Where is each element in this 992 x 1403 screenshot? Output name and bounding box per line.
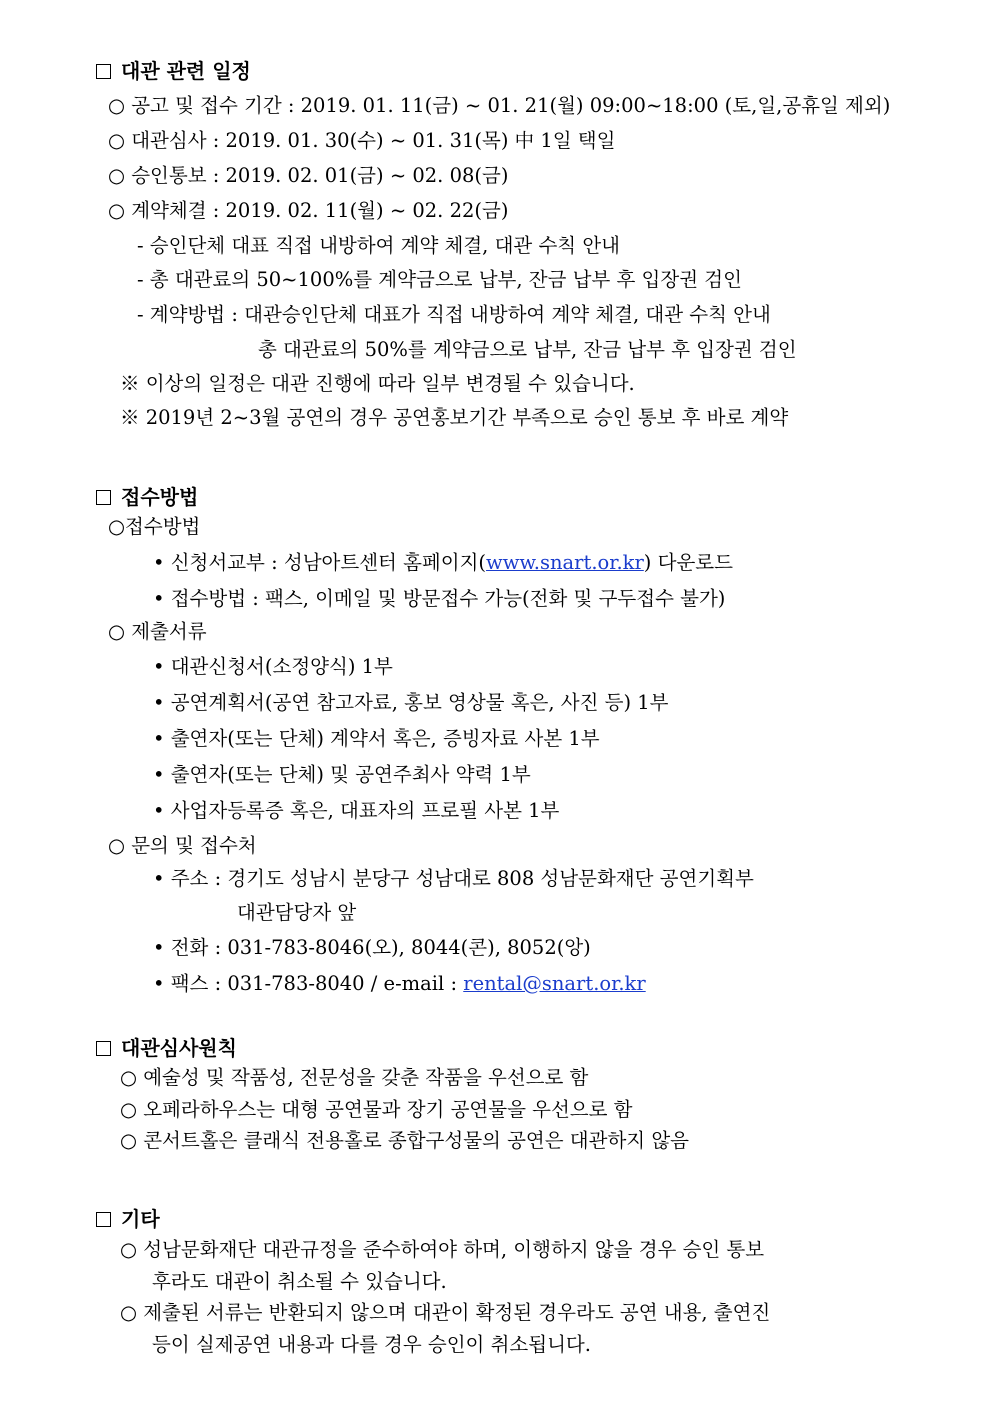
email-link[interactable]: rental@snart.or.kr — [463, 972, 646, 995]
method-item: • 접수방법 : 팩스, 이메일 및 방문접수 가능(전화 및 구두접수 불가) — [153, 587, 726, 610]
schedule-item-review: ○ 대관심사 : 2019. 01. 30(수) ~ 01. 31(목) 中 1일 택일 — [108, 129, 616, 152]
schedule-item-announcement: ○ 공고 및 접수 기간 : 2019. 01. 11(금) ~ 01. 21(월) 09:00~18:00 (토,일,공휴일 제외) — [108, 94, 891, 117]
homepage-item: • 신청서교부 : 성남아트센터 홈페이지(www.snart.or.kr) 다운로드 — [153, 551, 733, 574]
schedule-item-approval: ○ 승인통보 : 2019. 02. 01(금) ~ 02. 08(금) — [108, 164, 509, 187]
checkbox-square-icon — [96, 490, 111, 505]
document-item: • 공연계획서(공연 참고자료, 홍보 영상물 혹은, 사진 등) 1부 — [153, 691, 669, 714]
contact-phone: • 전화 : 031-783-8046(오), 8044(콘), 8052(앙) — [153, 936, 591, 959]
document-item: • 출연자(또는 단체) 및 공연주최사 약력 1부 — [153, 763, 531, 786]
document-item: • 출연자(또는 단체) 계약서 혹은, 증빙자료 사본 1부 — [153, 727, 600, 750]
section-heading-review-principles: 대관심사원칙 — [96, 1035, 237, 1061]
contract-sub-item: - 승인단체 대표 직접 내방하여 계약 체결, 대관 수칙 안내 — [137, 234, 620, 257]
homepage-link[interactable]: www.snart.or.kr — [486, 551, 644, 574]
schedule-item-contract: ○ 계약체결 : 2019. 02. 11(월) ~ 02. 22(금) — [108, 199, 509, 222]
principle-item: ○ 예술성 및 작품성, 전문성을 갖춘 작품을 우선으로 함 — [120, 1066, 589, 1089]
document-item: • 대관신청서(소정양식) 1부 — [153, 655, 393, 678]
section-heading-schedule: 대관 관련 일정 — [96, 58, 251, 84]
documents-title: ○ 제출서류 — [108, 620, 207, 643]
other-item-continuation: 등이 실제공연 내용과 다를 경우 승인이 취소됩니다. — [152, 1333, 591, 1356]
contact-address-continuation: 대관담당자 앞 — [237, 901, 357, 924]
schedule-note: ※ 이상의 일정은 대관 진행에 따라 일부 변경될 수 있습니다. — [120, 372, 635, 395]
section-heading-application-method: 접수방법 — [96, 484, 198, 510]
other-item-continuation: 후라도 대관이 취소될 수 있습니다. — [152, 1270, 447, 1293]
section-heading-other: 기타 — [96, 1206, 160, 1232]
contract-sub-item: - 계약방법 : 대관승인단체 대표가 직접 내방하여 계약 체결, 대관 수칙 안내 — [137, 303, 771, 326]
checkbox-square-icon — [96, 1212, 111, 1227]
contract-sub-continuation: 총 대관료의 50%를 계약금으로 납부, 잔금 납부 후 입장권 검인 — [258, 338, 797, 361]
checkbox-square-icon — [96, 64, 111, 79]
principle-item: ○ 오페라하우스는 대형 공연물과 장기 공연물을 우선으로 함 — [120, 1098, 633, 1121]
contract-sub-item: - 총 대관료의 50~100%를 계약금으로 납부, 잔금 납부 후 입장권 검인 — [137, 268, 742, 291]
document-item: • 사업자등록증 혹은, 대표자의 프로필 사본 1부 — [153, 799, 560, 822]
contact-fax-email: • 팩스 : 031-783-8040 / e-mail : rental@snart.or.kr — [153, 972, 646, 995]
checkbox-square-icon — [96, 1041, 111, 1056]
other-item: ○ 성남문화재단 대관규정을 준수하여야 하며, 이행하지 않을 경우 승인 통보 — [120, 1238, 765, 1261]
principle-item: ○ 콘서트홀은 클래식 전용홀로 종합구성물의 공연은 대관하지 않음 — [120, 1129, 690, 1152]
method-title: ○접수방법 — [108, 515, 201, 538]
contact-address: • 주소 : 경기도 성남시 분당구 성남대로 808 성남문화재단 공연기획부 — [153, 867, 754, 890]
schedule-note: ※ 2019년 2~3월 공연의 경우 공연홍보기간 부족으로 승인 통보 후 바로 계약 — [120, 406, 789, 429]
contact-title: ○ 문의 및 접수처 — [108, 834, 257, 857]
other-item: ○ 제출된 서류는 반환되지 않으며 대관이 확정된 경우라도 공연 내용, 출연진 — [120, 1301, 771, 1324]
